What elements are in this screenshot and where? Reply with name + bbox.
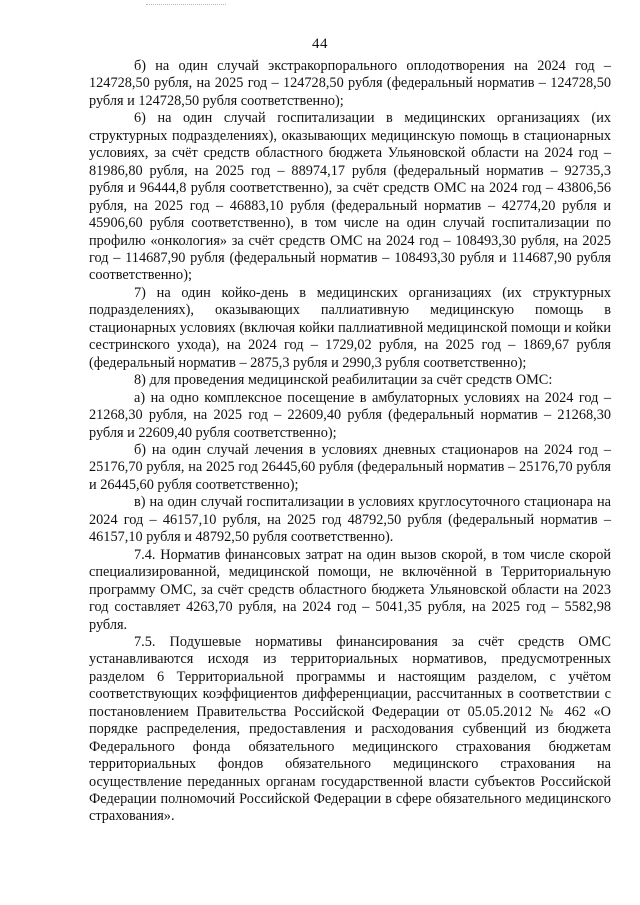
paragraph-item-8-rehabilitation: 8) для проведения медицинской реабилитации за счёт средств ОМС: [134, 372, 553, 389]
document-body [89, 58, 611, 826]
scan-artifact [146, 4, 226, 8]
paragraph-item-7-palliative: 7) на один койко-день в медицинских организациях (их структурных подразделениях), оказывающих паллиативную медицинскую помощь в стационарных условиях (включая койки паллиативной медицинской помощи и койки сестринского ухода), на 2024 год – 1729,02 рубля, на 2025 год – 1869,67 рубля (федеральный норматив – 2875,3 рубля и 2990,3 рубля соответственно); [89, 284, 611, 371]
page-number: 44 [312, 36, 328, 52]
paragraph-item-6-hospitalization: 6) на один случай госпитализации в медицинских организациях (их структурных подразделениях), оказывающих медицинскую помощь в стационарных условиях, за счёт средств областного бюджета Ульяновской области на 2024 год – 81986,80 рубля, на 2025 год – 88974,17 рубля (федеральный норматив – 92735,3 рубля и 96444,8 рубля соответственно), за счёт средств ОМС на 2024 год – 43806,56 рубля, на 2025 год – 46883,10 рубля (федеральный норматив – 42774,20 рубля и 45906,60 рубля соответственно), в том числе на один случай госпитализации по профилю «онкология» за счёт средств ОМС на 2024 год – 108493,30 рубля, на 2025 год – 114687,90 рубля (федеральный норматив – 108493,30 рубля и 114687,90 рубля соответственно); [89, 110, 611, 284]
paragraph-section-7-4: 7.4. Норматив финансовых затрат на один вызов скорой, в том числе скорой специализированной, медицинской помощи, не включённой в Территориальную программу ОМС, за счёт средств областного бюджета Ульяновской области на 2023 год составляет 4263,70 рубля, на 2024 год – 5041,35 рубля, на 2025 год – 5582,98 рубля. [89, 546, 611, 633]
paragraph-item-b-eco: б) на один случай экстракорпорального оплодотворения на 2024 год – 124728,50 рубля, на 2025 год – 124728,50 рубля (федеральный норматив – 124728,50 рубля и 124728,50 рубля соответственно); [89, 58, 611, 109]
paragraph-item-8v-round-the-clock: в) на один случай госпитализации в условиях круглосуточного стационара на 2024 год – 46157,10 рубля, на 2025 год 48792,50 рубля (федеральный норматив – 46157,10 рубля и 48792,50 рубля соответственно). [89, 494, 611, 546]
paragraph-item-8a-outpatient: а) на одно комплексное посещение в амбулаторных условиях на 2024 год – 21268,30 рубля, на 2025 год – 22609,40 рубля (федеральный норматив – 21268,30 рубля и 22609,40 рубля соответственно); [89, 389, 611, 441]
paragraph-section-7-5: 7.5. Подушевые нормативы финансирования за счёт средств ОМС устанавливаются исходя из территориальных нормативов, предусмотренных разделом 6 Территориальной программы и настоящим разделом, с учётом соответствующих коэффициентов дифференциации, рассчитанных в соответствии с постановлением Правительства Российской Федерации от 05.05.2012 № 462 «О порядке распределения, предоставления и расходования субвенций из бюджета Федерального фонда обязательного медицинского страхования бюджетам территориальных фондов обязательного медицинского страхования на осуществление переданных органам государственной власти субъектов Российской Федерации полномочий Российской Федерации в сфере обязательного медицинского страхования». [89, 633, 611, 825]
paragraph-item-8b-day-hospital: б) на один случай лечения в условиях дневных стационаров на 2024 год – 25176,70 рубля, на 2025 год 26445,60 рубля (федеральный норматив – 25176,70 рубля и 26445,60 рубля соответственно); [89, 441, 611, 493]
